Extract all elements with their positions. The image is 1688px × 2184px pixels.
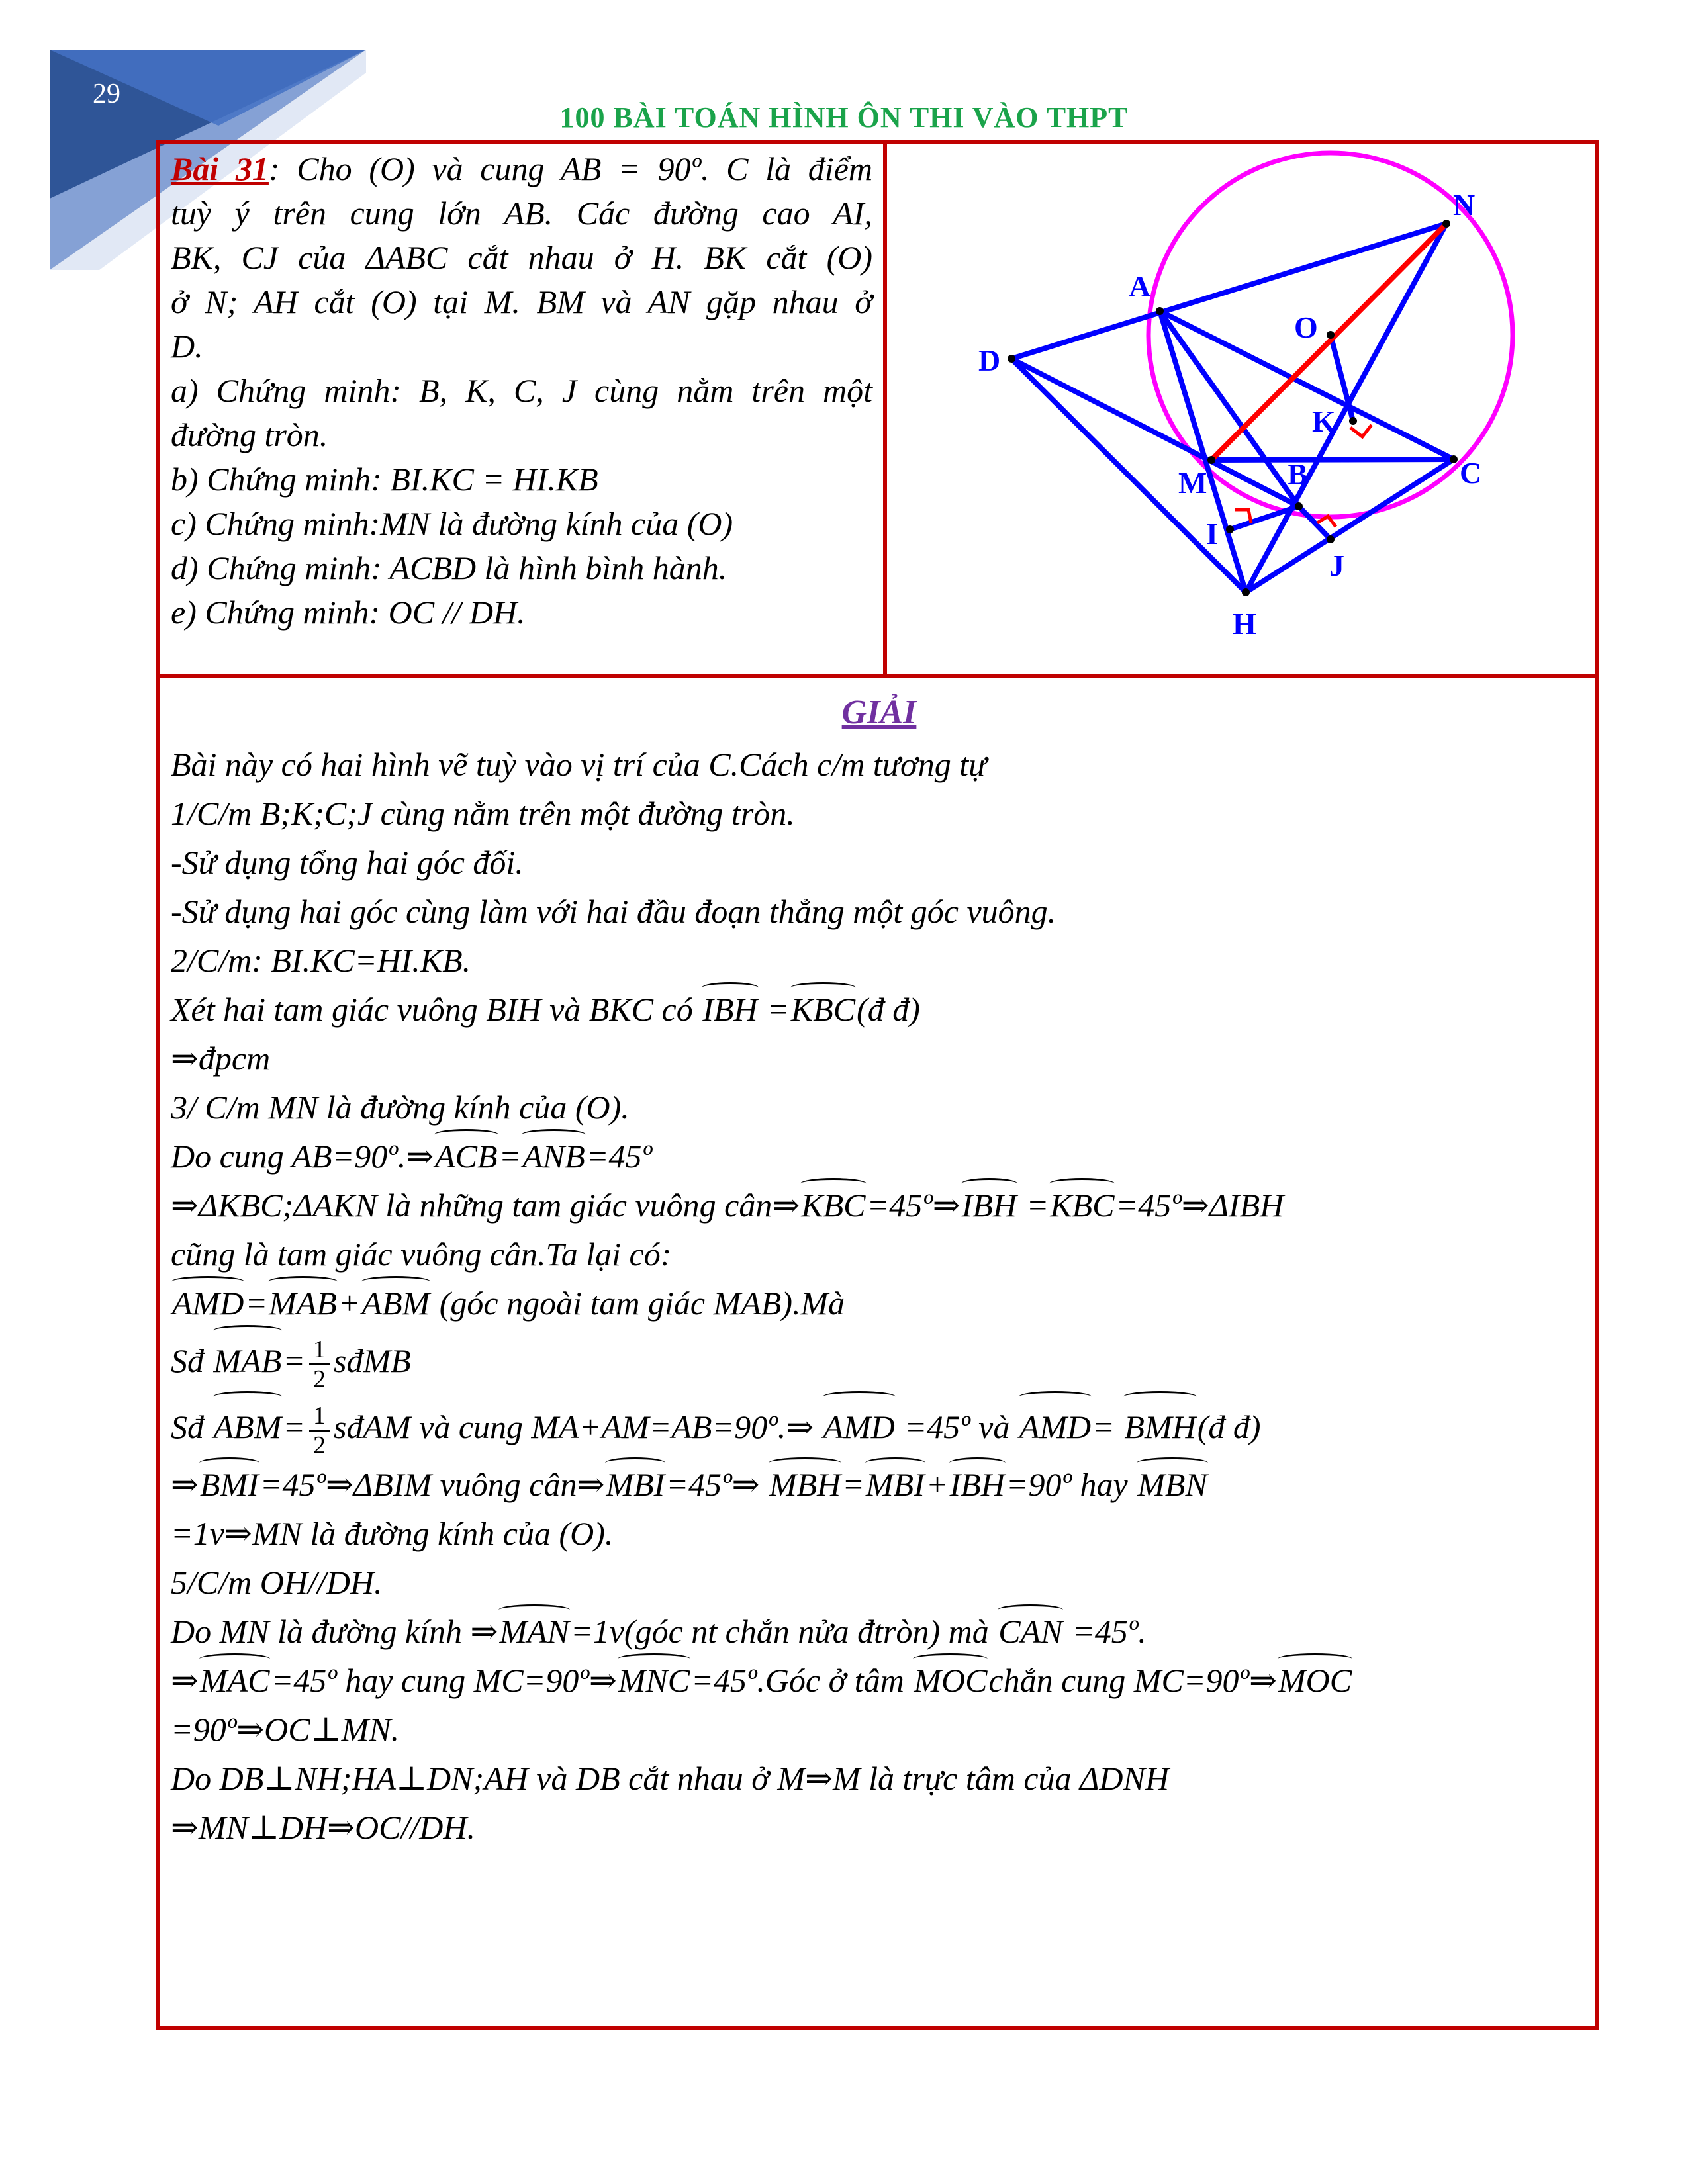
label-c: C xyxy=(1460,456,1482,490)
solution-line: ⇒MN⊥DH⇒OC//DH. xyxy=(171,1809,475,1846)
header-title: 100 BÀI TOÁN HÌNH ÔN THI VÀO THPT xyxy=(559,101,1129,134)
solution xyxy=(171,688,1587,1852)
solution-line: Sđ ABM= $\frac{1}{2}$ sđAM và cung MA+AM=AB=90º.⇒ AMD =45º và AMD= BMH(đ đ) xyxy=(171,1394,1587,1460)
problem-line-11: e) Chứng minh: OC // DH. xyxy=(171,594,526,631)
problem-line-9: c) Chứng minh:MN là đường kính của (O) xyxy=(171,505,733,542)
solution-line: =1v⇒MN là đường kính của (O). xyxy=(171,1515,614,1552)
solution-line: =90º⇒OC⊥MN. xyxy=(171,1711,400,1748)
label-d: D xyxy=(978,343,1001,377)
angle-symbol: ANB xyxy=(521,1132,586,1181)
segment-bj xyxy=(1299,506,1331,539)
point-m xyxy=(1207,456,1215,464)
label-b: B xyxy=(1288,457,1308,491)
angle-symbol: ABM xyxy=(212,1394,283,1460)
solution-line: Do cung AB=90º.⇒ACB=ANB=45º xyxy=(171,1132,1587,1181)
angle-symbol: KBC xyxy=(790,985,857,1034)
solution-line: 5/C/m OH//DH. xyxy=(171,1564,383,1601)
problem-line-8: b) Chứng minh: BI.KC = HI.KB xyxy=(171,461,598,498)
point-a xyxy=(1156,307,1164,315)
angle-symbol: IBH xyxy=(961,1181,1018,1230)
angle-symbol: IBH xyxy=(701,985,759,1034)
label-n: N xyxy=(1453,188,1476,222)
solution-line: -Sử dụng hai góc cùng làm với hai đầu đoạn thẳng một góc vuông. xyxy=(171,893,1056,930)
point-k xyxy=(1349,417,1357,425)
solution-line: -Sử dụng tổng hai góc đối. xyxy=(171,844,524,881)
angle-symbol: BMH xyxy=(1123,1394,1197,1460)
label-a: A xyxy=(1129,269,1151,303)
solution-line: cũng là tam giác vuông cân.Ta lại có: xyxy=(171,1236,672,1273)
solution-line: Sđ MAB= $\frac{1}{2}$ sđMB xyxy=(171,1328,1587,1394)
angle-symbol: AMD xyxy=(1018,1394,1092,1460)
point-n xyxy=(1442,220,1450,228)
solution-line: Do DB⊥NH;HA⊥DN;AH và DB cắt nhau ở M⇒M là trực tâm của ΔDNH xyxy=(171,1760,1169,1797)
page-number: 29 xyxy=(93,79,120,109)
problem-line-2: tuỳ ý trên cung lớn AB. Các đường cao AI, xyxy=(171,195,872,232)
point-h xyxy=(1242,588,1250,596)
segment-mc xyxy=(1211,459,1454,460)
label-i: I xyxy=(1206,517,1218,551)
label-m: M xyxy=(1178,466,1207,500)
problem-line-7: đường tròn. xyxy=(171,416,328,453)
solution-line: ⇒đpcm xyxy=(171,1040,271,1077)
angle-symbol: ABM xyxy=(361,1279,432,1328)
geometry-figure xyxy=(888,147,1594,671)
angle-symbol: ACB xyxy=(434,1132,498,1181)
angle-symbol: KBC xyxy=(800,1181,867,1230)
angle-symbol: MNC xyxy=(617,1656,691,1705)
label-j: J xyxy=(1329,549,1344,582)
angle-symbol: IBH xyxy=(949,1460,1006,1509)
frame-divider-vertical xyxy=(883,140,887,676)
solution-title: GIẢI xyxy=(841,694,917,731)
solution-line: 1/C/m B;K;C;J cùng nằm trên một đường tròn. xyxy=(171,795,795,832)
solution-line: AMD=MAB+ABM (góc ngoài tam giác MAB).Mà xyxy=(171,1279,1587,1328)
point-c xyxy=(1450,455,1458,463)
right-angle-mark-k xyxy=(1350,425,1372,437)
angle-symbol: MBN xyxy=(1136,1460,1209,1509)
angle-symbol: MAB xyxy=(212,1328,283,1394)
angle-symbol: MOC xyxy=(912,1656,988,1705)
angle-symbol: AMD xyxy=(822,1394,896,1460)
problem-line-4: ở N; AH cắt (O) tại M. BM và AN gặp nhau ở xyxy=(171,283,872,320)
angle-symbol: AMD xyxy=(171,1279,245,1328)
solution-line: 2/C/m: BI.KC=HI.KB. xyxy=(171,942,471,979)
point-i xyxy=(1226,525,1234,533)
angle-symbol: MBI xyxy=(604,1460,666,1509)
angle-symbol: MBI xyxy=(865,1460,926,1509)
problem-line-5: D. xyxy=(171,328,203,365)
angle-symbol: MOC xyxy=(1277,1656,1353,1705)
fraction-one-half: $\frac{1}{2}$ xyxy=(309,1336,330,1393)
problem-line-6: a) Chứng minh: B, K, C, J cùng nằm trên một xyxy=(171,372,872,409)
solution-line: ⇒ΔKBC;ΔAKN là những tam giác vuông cân⇒KBC=45º⇒IBH =KBC=45º⇒ΔIBH xyxy=(171,1181,1587,1230)
solution-line: 3/ C/m MN là đường kính của (O). xyxy=(171,1089,630,1126)
point-o xyxy=(1327,331,1335,339)
solution-line: ⇒BMI=45º⇒ΔBIM vuông cân⇒MBI=45º⇒ MBH=MBI+IBH=90º hay MBN xyxy=(171,1460,1587,1509)
angle-symbol: BMI xyxy=(199,1460,260,1509)
angle-symbol: MAB xyxy=(267,1279,338,1328)
label-k: K xyxy=(1312,404,1336,438)
solution-line: Xét hai tam giác vuông BIH và BKC có IBH =KBC(đ đ) xyxy=(171,985,1587,1034)
label-h: H xyxy=(1233,607,1256,641)
problem-label: Bài 31 xyxy=(171,150,269,187)
solution-line: Bài này có hai hình vẽ tuỳ vào vị trí của C.Cách c/m tương tự xyxy=(171,746,987,783)
angle-symbol: CAN xyxy=(997,1607,1064,1656)
problem-line-10: d) Chứng minh: ACBD là hình bình hành. xyxy=(171,549,727,586)
solution-line: Do MN là đường kính ⇒MAN=1v(góc nt chắn nửa đtròn) mà CAN =45º. xyxy=(171,1607,1587,1656)
angle-symbol: MAN xyxy=(498,1607,571,1656)
angle-symbol: KBC xyxy=(1049,1181,1115,1230)
solution-line: ⇒MAC=45º hay cung MC=90º⇒MNC=45º.Góc ở tâm MOCchắn cung MC=90º⇒MOC xyxy=(171,1656,1587,1705)
problem-line-3: BK, CJ của ΔABC cắt nhau ở H. BK cắt (O) xyxy=(171,239,872,276)
fraction-one-half: $\frac{1}{2}$ xyxy=(309,1402,330,1459)
angle-symbol: MBH xyxy=(768,1460,842,1509)
angle-symbol: MAC xyxy=(199,1656,271,1705)
label-o: O xyxy=(1294,310,1318,344)
point-b xyxy=(1295,502,1303,510)
problem-line-1: Bài 31: Cho (O) và cung AB = 90º. C là điểm xyxy=(171,150,872,187)
problem-statement xyxy=(171,147,872,635)
point-j xyxy=(1327,535,1335,543)
frame-divider-horizontal xyxy=(156,674,1599,678)
point-d xyxy=(1008,355,1015,363)
